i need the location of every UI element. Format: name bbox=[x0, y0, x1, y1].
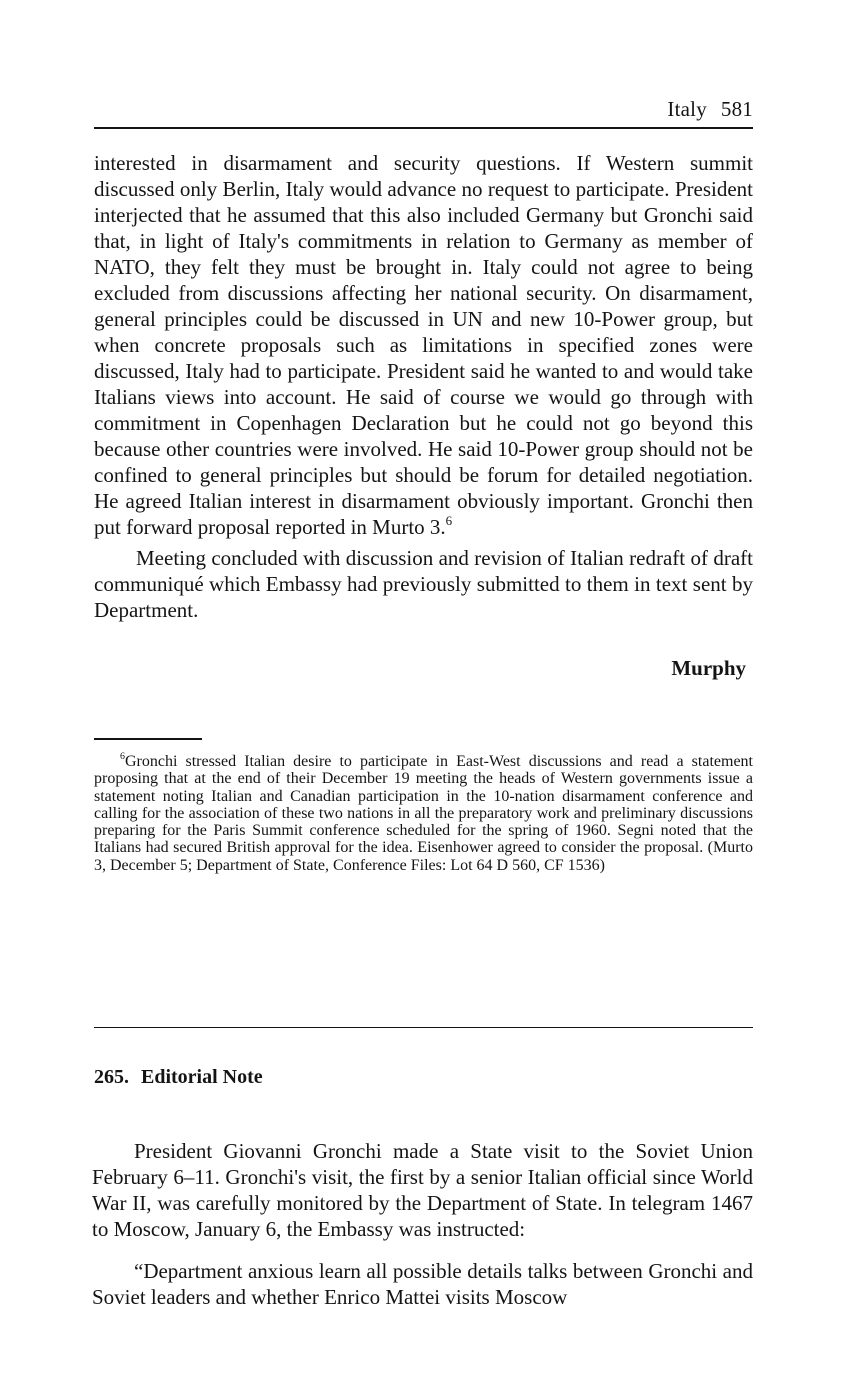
signature: Murphy bbox=[671, 656, 746, 680]
section-heading bbox=[94, 1066, 263, 1089]
section-title: Editorial Note bbox=[141, 1066, 263, 1088]
footnote-paragraph bbox=[94, 750, 753, 874]
main-text bbox=[94, 150, 753, 623]
page-number: 581 bbox=[720, 97, 753, 121]
section-paragraph: “Department anxious learn all possible details talks between Gronchi and Soviet leaders and whether Enrico Mattei visits Moscow bbox=[92, 1259, 753, 1309]
running-header bbox=[94, 97, 753, 129]
footnote-text: Gronchi stressed Italian desire to participate in East-West discussions and read a statement proposing that at the end of their December 19 meeting the heads of Western governments issue a statement noting Italian and Canadian participation in the 10-nation disarmament conference and calling for the association of these two nations in all the preparatory work and preliminary discussions preparing for the Paris Summit conference scheduled for the spring of 1960. Segni noted that the Italians had secured British approval for the idea. Eisenhower agreed to consider the proposal. (Murto 3, December 5; Department of State, Conference Files: Lot 64 D 560, CF 1536) bbox=[94, 753, 753, 874]
section-text bbox=[92, 1138, 753, 1310]
footnote-number: 6 bbox=[120, 750, 125, 762]
section-divider bbox=[94, 1027, 753, 1028]
footnote bbox=[94, 750, 753, 874]
section-number: 265. bbox=[94, 1066, 129, 1088]
running-head bbox=[667, 97, 753, 122]
section-paragraph: President Giovanni Gronchi made a State visit to the Soviet Union February 6–11. Gronchi's visit, the first by a senior Italian official since World War II, was carefully monitored by the Department of State. In telegram 1467 to Moscow, January 6, the Embassy was instructed: bbox=[92, 1139, 753, 1241]
running-title: Italy bbox=[667, 97, 707, 121]
body-paragraph-text: interested in disarmament and security questions. If Western summit discussed only Berlin, Italy would advance no request to participate. President interjected that he assumed that this also included Germany but Gronchi said that, in light of Italy's commitments in relation to Germany as member of NATO, they felt they must be brought in. Italy could not agree to being excluded from discussions affecting her national security. On disarmament, general principles could be discussed in UN and new 10-Power group, but when concrete proposals such as limitations in specified zones were discussed, Italy had to participate. President said he wanted to and would take Italians views into account. He said of course we would go through with commitment in Copenhagen Declaration but he could not go beyond this because other countries were involved. He said 10-Power group should not be confined to general principles but should be forum for detailed negotiation. He agreed Italian interest in disarmament obviously important. Gronchi then put forward proposal reported in Murto 3. bbox=[94, 151, 753, 539]
body-paragraph bbox=[94, 150, 753, 540]
footnote-divider bbox=[94, 738, 202, 740]
body-paragraph: Meeting concluded with discussion and revision of Italian redraft of draft communiqué which Embassy had previously submitted to them in text sent by Department. bbox=[94, 546, 753, 622]
footnote-reference[interactable]: 6 bbox=[445, 512, 453, 528]
